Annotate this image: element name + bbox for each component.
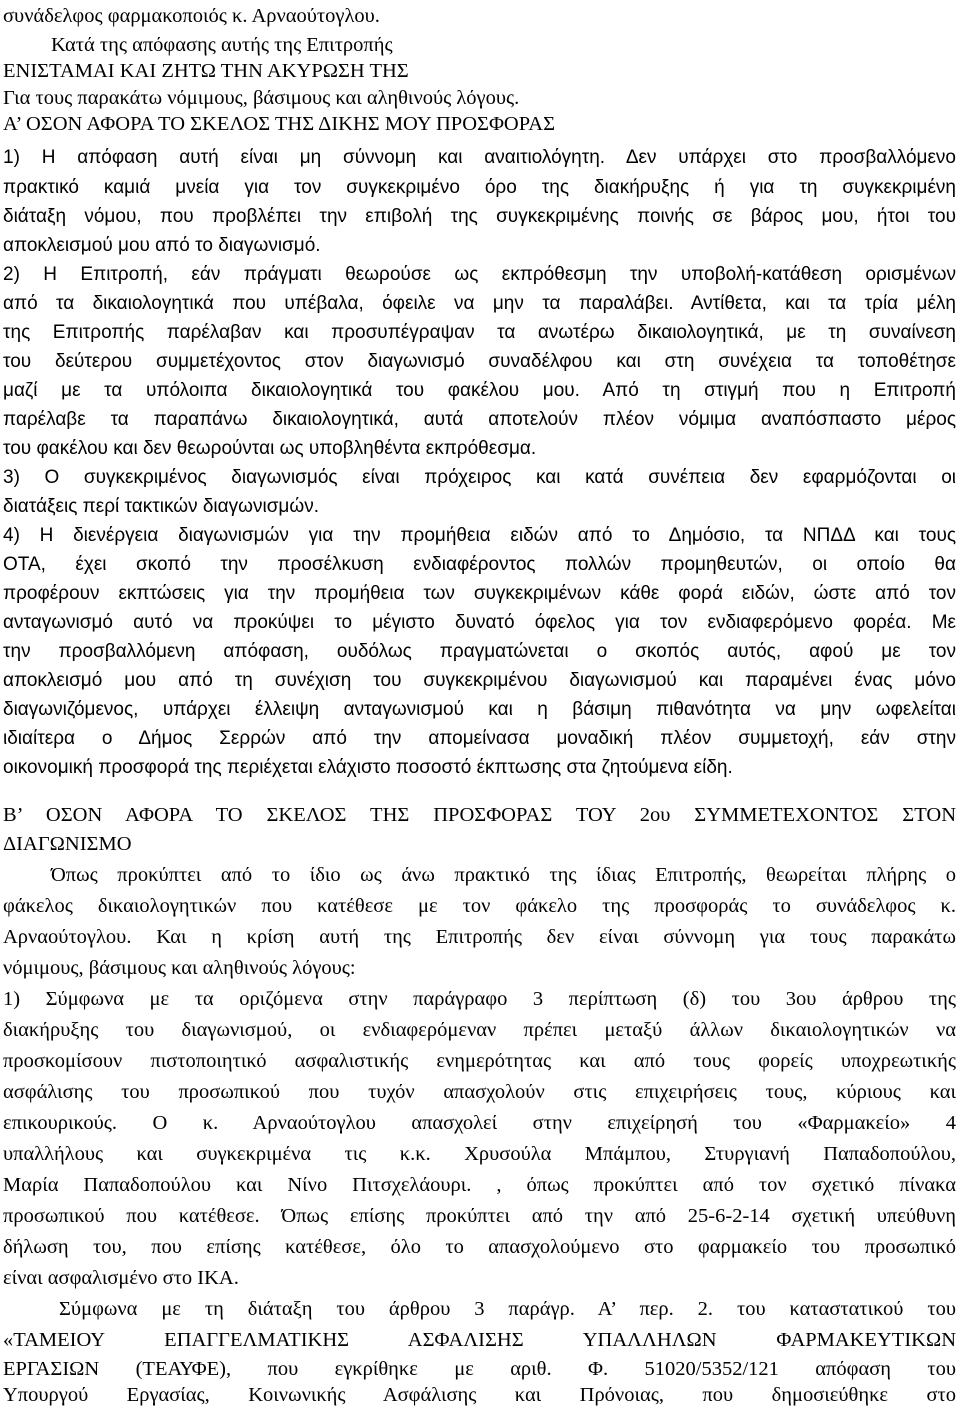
text-line: δήλωση του, που επίσης κατέθεσε, όλο το απασχολούμενο στο φαρμακείο του προσωπικό xyxy=(3,1236,956,1258)
text-line: ΔΙΑΓΩΝΙΣΜΟ xyxy=(3,833,132,855)
text-line: διατάξεις περί τακτικών διαγωνισμών. xyxy=(3,496,319,517)
text-line: είναι ασφαλισμένο στο ΙΚΑ. xyxy=(3,1267,239,1289)
text-line: διαγωνιζόμενος, υπάρχει έλλειψη ανταγωνισμού και η βάσιμη πιθανότητα να μην ωφελείται xyxy=(3,699,956,720)
text-line: Α’ ΟΣΟΝ ΑΦΟΡΑ ΤΟ ΣΚΕΛΟΣ ΤΗΣ ΔΙΚΗΣ ΜΟΥ ΠΡΟΣΦΟΡΑΣ xyxy=(3,113,556,135)
text-line: προσωπικού που κατέθεσε. Όπως επίσης προκύπτει από την από 25-6-2-14 σχετική υπεύθυνη xyxy=(3,1205,956,1227)
text-line: 4) Η διενέργεια διαγωνισμών για την προμήθεια ειδών από το Δημόσιο, τα ΝΠΔΔ και τους xyxy=(3,525,956,546)
text-line: την προσβαλλόμενη απόφαση, ουδόλως πραγματώνεται ο σκοπός αυτός, αφού με τον xyxy=(3,641,956,662)
text-line: υπαλλήλους και συγκεκριμένα τις κ.κ. Χρυσούλα Μπάμπου, Στυργιανή Παπαδοπούλου, xyxy=(3,1143,956,1165)
text-line: Β’ ΟΣΟΝ ΑΦΟΡΑ ΤΟ ΣΚΕΛΟΣ ΤΗΣ ΠΡΟΣΦΟΡΑΣ ΤΟΥ 2ου ΣΥΜΜΕΤΕΧΟΝΤΟΣ ΣΤΟΝ xyxy=(3,804,956,826)
text-line: μαζί με τα υπόλοιπα δικαιολογητικά του φακέλου μου. Από τη στιγμή που η Επιτροπή xyxy=(3,380,956,401)
text-line: διάταξη νόμου, που προβλέπει την επιβολή της συγκεκριμένης ποινής σε βάρος μου, ήτοι του xyxy=(3,206,956,227)
text-line: Όπως προκύπτει από το ίδιο ως άνω πρακτικό της ίδιας Επιτροπής, θεωρείται πλήρης ο xyxy=(51,864,956,886)
text-line: παρέλαβε τα παραπάνω δικαιολογητικά, αυτά αποτελούν πλέον νόμιμα αναπόσπαστο μέρος xyxy=(3,409,956,430)
text-line: από τα δικαιολογητικά που υπέβαλα, όφειλε να μην τα παραλάβει. Αντίθετα, και τα τρία μέλη xyxy=(3,293,956,314)
text-line: ιδιαίτερα ο Δήμος Σερρών από την απομείνασα μοναδική πλέον συμμετοχή, εάν στην xyxy=(3,728,956,749)
text-line: 3) Ο συγκεκριμένος διαγωνισμός είναι πρόχειρος και κατά συνέπεια δεν εφαρμόζονται οι xyxy=(3,467,956,488)
text-line: φάκελος δικαιολογητικών που κατέθεσε με τον φάκελο της προσφοράς το συνάδελφος κ. xyxy=(3,895,956,917)
text-line: προσκομίσουν πιστοποιητικό ασφαλιστικής ενημερότητας και από τους φορείς υποχρεωτικής xyxy=(3,1050,956,1072)
text-line: ΕΡΓΑΣΙΩΝ (ΤΕΑΥΦΕ), που εγκρίθηκε με αριθ. Φ. 51020/5352/121 απόφαση του xyxy=(3,1358,956,1380)
text-line: 2) Η Επιτροπή, εάν πράγματι θεωρούσε ως εκπρόθεσμη την υποβολή-κατάθεση ορισμένων xyxy=(3,264,956,285)
text-line: ανταγωνισμό αυτό να προκύψει το μέγιστο δυνατό όφελος για τον ενδιαφερόμενο φορέα. Με xyxy=(3,612,956,633)
text-line: οικονομική προσφορά της περιέχεται ελάχιστο ποσοστό έκπτωσης στα ζητούμενα είδη. xyxy=(3,757,733,778)
text-line: ασφάλισης του προσωπικού που τυχόν απασχολούν στις επιχειρήσεις τους, κύριους και xyxy=(3,1081,956,1103)
text-line: διακήρυξης του διαγωνισμού, οι ενδιαφερόμεναν πρέπει μεταξύ άλλων δικαιολογητικών να xyxy=(3,1019,956,1041)
text-line: Μαρία Παπαδοπούλου και Νίνο Πιτσχελάουρι. , όπως προκύπτει από τον σχετικό πίνακα xyxy=(3,1174,956,1196)
text-line: «ΤΑΜΕΙΟΥ ΕΠΑΓΓΕΛΜΑΤΙΚΗΣ ΑΣΦΑΛΙΣΗΣ ΥΠΑΛΛΗΛΩΝ ΦΑΡΜΑΚΕΥΤΙΚΩΝ xyxy=(3,1329,956,1351)
text-line: Σύμφωνα με τη διάταξη του άρθρου 3 παράγρ. Α’ περ. 2. του καταστατικού του xyxy=(59,1298,956,1320)
text-line: συνάδελφος φαρμακοποιός κ. Αρναούτογλου. xyxy=(3,5,380,27)
text-line: επικουρικούς. Ο κ. Αρναούτογλου απασχολεί στην επιχείρησή του «Φαρμακείο» 4 xyxy=(3,1112,956,1134)
text-line: ΟΤΑ, έχει σκοπό την προσέλκυση ενδιαφέροντος πολλών προμηθευτών, οι οποίο θα xyxy=(3,554,956,575)
text-line: Αρναούτογλου. Και η κρίση αυτή της Επιτροπής δεν είναι σύννομη για τους παρακάτω xyxy=(3,926,956,948)
document-page xyxy=(3,0,956,1404)
text-line: Κατά της απόφασης αυτής της Επιτροπής xyxy=(51,34,393,56)
text-line: 1) Σύμφωνα με τα οριζόμενα στην παράγραφο 3 περίπτωση (δ) του 3ου άρθρου της xyxy=(3,988,956,1010)
text-line: αποκλεισμού μου από το διαγωνισμό. xyxy=(3,235,321,256)
text-line: του δεύτερου συμμετέχοντος στον διαγωνισμό συναδέλφου και στη συνέχεια τα τοποθέτησε xyxy=(3,351,956,372)
text-line: ΕΝΙΣΤΑΜΑΙ ΚΑΙ ΖΗΤΩ ΤΗΝ ΑΚΥΡΩΣΗ ΤΗΣ xyxy=(3,60,409,82)
text-line: πρακτικό καμιά μνεία για τον συγκεκριμένο όρο της διακήρυξης ή για τη συγκεκριμένη xyxy=(3,177,956,198)
text-line: αποκλεισμό μου από τη συνέχιση του συγκεκριμένου διαγωνισμού και παραμένει ένας μόνο xyxy=(3,670,956,691)
text-line: Υπουργού Εργασίας, Κοινωνικής Ασφάλισης και Πρόνοιας, που δημοσιεύθηκε στο xyxy=(3,1384,956,1406)
text-line: Για τους παρακάτω νόμιμους, βάσιμους και αληθινούς λόγους. xyxy=(3,87,520,109)
text-line: της Επιτροπής παρέλαβαν και προσυπέγραψαν τα ανωτέρω δικαιολογητικά, με τη συναίνεση xyxy=(3,322,956,343)
text-line: 1) Η απόφαση αυτή είναι μη σύννομη και αναιτιολόγητη. Δεν υπάρχει στο προσβαλλόμενο xyxy=(3,147,956,168)
text-line: προφέρουν εκπτώσεις για την προμήθεια των συγκεκριμένων κάθε φορά ειδών, ώστε από τον xyxy=(3,583,956,604)
text-line: του φακέλου και δεν θεωρούνται ως υποβληθέντα εκπρόθεσμα. xyxy=(3,438,537,459)
text-line: νόμιμους, βάσιμους και αληθινούς λόγους: xyxy=(3,957,356,979)
